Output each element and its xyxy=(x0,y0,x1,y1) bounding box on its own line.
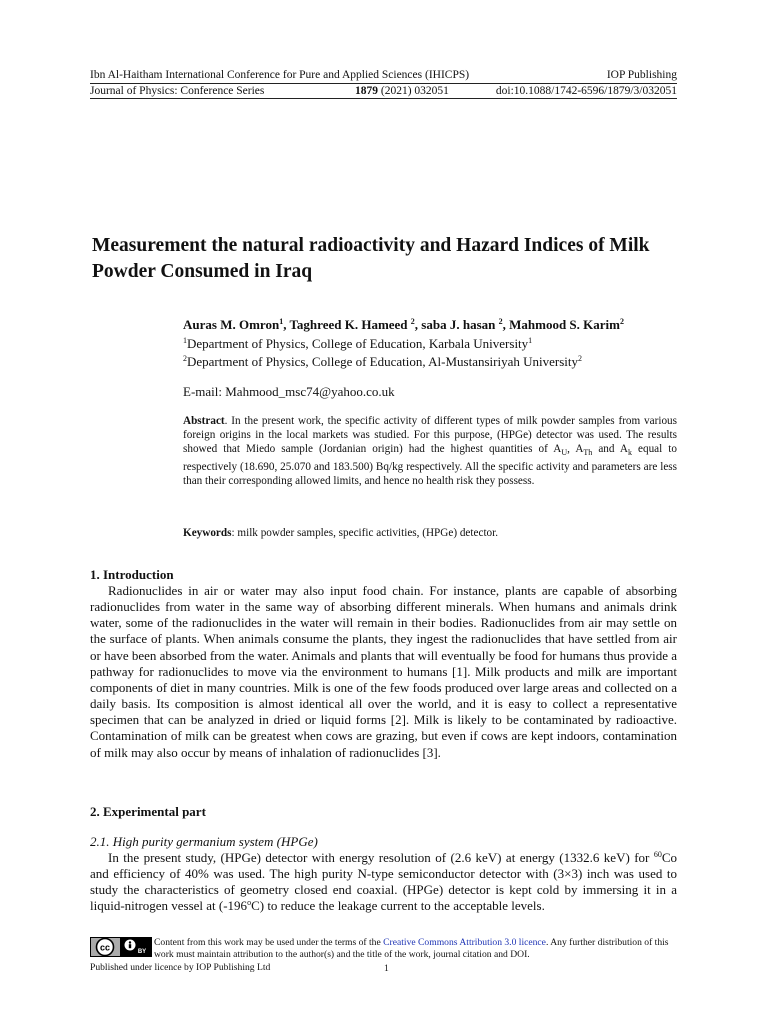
running-header-doi: doi:10.1088/1742-6596/1879/3/032051 xyxy=(495,85,677,97)
abstract-text: . In the present work, the specific activity of different types of milk powder samples from various foreign origins in the local markets was studied. For this purpose, (HPGe) detector was used. The results showed that Miedo sample (Jordanian origin) had the highest quantities of A xyxy=(183,415,677,455)
experimental-body xyxy=(90,850,677,915)
volume-number: 1879 xyxy=(355,85,378,97)
paragraph-text: C) to reduce the leakage current to the acceptable levels. xyxy=(251,898,545,914)
subsection-heading-hpge: 2.1. High purity germanium system (HPGe) xyxy=(90,834,318,849)
affiliation-text: Department of Physics, College of Education, Al-Mustansiriyah University xyxy=(187,354,579,369)
affiliation-number: 2 xyxy=(183,354,187,363)
header-rule-bottom xyxy=(90,98,677,99)
affiliation-number: 1 xyxy=(183,336,187,345)
cc-icon-text: cc xyxy=(99,942,111,953)
author-list xyxy=(183,316,683,333)
author-name: Auras M. Omron xyxy=(183,317,280,332)
paragraph-text: In the present study, (HPGe) detector with energy resolution of (2.6 keV) at energy (1332.6 keV) for xyxy=(108,850,654,865)
license-note xyxy=(154,937,678,960)
page-number: 1 xyxy=(384,963,389,974)
degree-mark: o xyxy=(247,898,252,908)
cc-license-link[interactable]: Creative Commons Attribution 3.0 licence xyxy=(383,937,546,948)
paragraph-text: Co and efficiency of 40% was used. The high purity N-type semiconductor detector with (3×3) inch was used to study the characteristics of geometry closed end coaxial. (HPGe) detector is kept cold by immersing it in a liquid-nitrogen vessel at (-196 xyxy=(90,850,677,914)
author-affiliation-mark: 2 xyxy=(619,317,624,326)
abstract-text: , A xyxy=(567,443,584,455)
isotope-mass-number: 60 xyxy=(653,850,662,859)
author-separator: , xyxy=(502,317,510,332)
affiliation-2 xyxy=(183,353,683,370)
author-name: Mahmood S. Karim xyxy=(509,317,620,332)
affiliation-text: Department of Physics, College of Education, Karbala University xyxy=(187,336,529,351)
author-affiliation-mark: 2 xyxy=(410,317,415,326)
license-text: Content from this work may be used under the terms of the xyxy=(154,937,384,948)
contact-email: E-mail: Mahmood_msc74@yahoo.co.uk xyxy=(183,384,395,399)
author-affiliation-mark: 1 xyxy=(279,317,284,326)
subscript-th: Th xyxy=(583,448,593,458)
author-separator: , xyxy=(283,317,290,332)
introduction-body xyxy=(90,583,677,761)
subscript-k: k xyxy=(627,448,632,458)
running-header-publisher: IOP Publishing xyxy=(606,69,677,81)
by-icon-text: BY xyxy=(137,949,147,955)
author-name: Taghreed K. Hameed xyxy=(289,317,411,332)
experimental-paragraph xyxy=(90,850,677,915)
affiliation-mark: 1 xyxy=(528,336,533,345)
running-header-journal: Journal of Physics: Conference Series xyxy=(90,85,265,97)
paper-title: Measurement the natural radioactivity and Hazard Indices of Milk Powder Consumed in Iraq xyxy=(92,235,650,282)
affiliation-mark: 2 xyxy=(578,354,583,363)
author-name: saba J. hasan xyxy=(421,317,499,332)
author-separator: , xyxy=(414,317,422,332)
cc-by-icon xyxy=(90,937,152,957)
abstract-text: equal to respectively (18.690, 25.070 and 183.500) Bq/kg respectively. All the specific activity and parameters are less than their corresponding allowed limits, and hence no health risk they possess. xyxy=(183,443,677,488)
keywords xyxy=(183,526,677,540)
section-heading-experimental: 2. Experimental part xyxy=(90,804,206,819)
abstract-label: Abstract xyxy=(183,415,225,427)
subscript-u: U xyxy=(561,448,568,458)
keywords-text: : milk powder samples, specific activities, (HPGe) detector. xyxy=(231,527,499,539)
license-text: . Any further distribution of this work must maintain attribution to the author(s) and the title of the work, journal citation and DOI. xyxy=(154,937,669,960)
section-heading-introduction: 1. Introduction xyxy=(90,567,174,582)
abstract xyxy=(183,414,677,488)
year-article: (2021) 032051 xyxy=(378,85,449,97)
affiliation-1 xyxy=(183,335,683,352)
introduction-paragraph: Radionuclides in air or water may also input food chain. For instance, plants are capable of absorbing radionuclides from water in the same way of absorbing different minerals. When humans and animals drink water, some of the radionuclides in the water will remain in their bodies. Radionuclides from air may settle on the surface of plants. When animals consume the plants, they ingest the radionuclides that have settled from air or have been absorbed from the water. Animals and plants that will eventually be food for humans thus provide a pathway for radionuclides to move via the environment to humans [1]. Milk products and milk are important components of diet in many countries. Milk is one of the few foods produced over large areas and collected on a daily basis. Its composition is almost identical all over the world, and it is easy to collect a representative specimen that can be analyzed in dried or liquid forms [2]. Milk is likely to be contaminated by radioactive. Contamination of milk can be greatest when cows are grazing, but even if cows are kept indoors, contamination of milk may also occur by means of inhalation of radionuclides [3]. xyxy=(90,583,678,760)
abstract-text: and A xyxy=(592,443,628,455)
author-affiliation-mark: 2 xyxy=(498,317,503,326)
published-under-licence: Published under licence by IOP Publishing Ltd xyxy=(90,962,271,973)
keywords-label: Keywords xyxy=(183,527,232,539)
cc-by-license-badge[interactable] xyxy=(90,937,150,957)
running-header-conference: Ibn Al-Haitham International Conference for Pure and Applied Sciences (IHICPS) xyxy=(90,69,470,81)
running-header-citation xyxy=(355,84,449,98)
